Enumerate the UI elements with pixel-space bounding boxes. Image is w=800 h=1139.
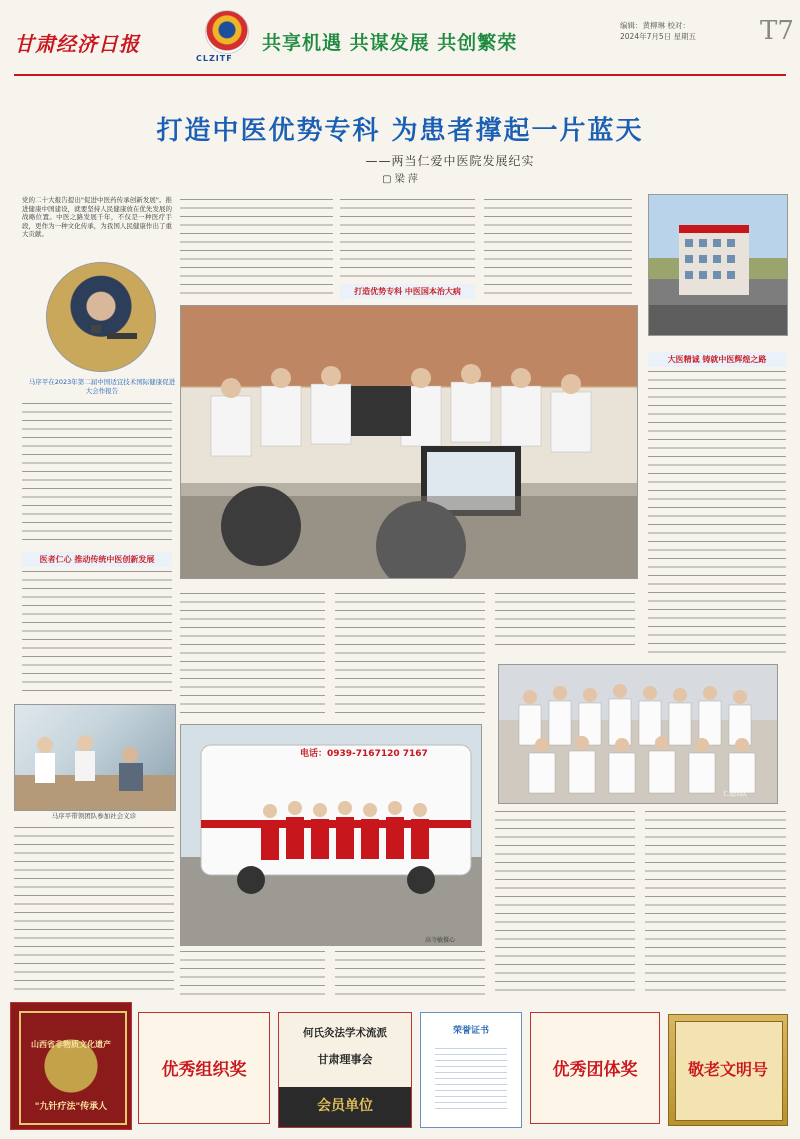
ambulance-photo-caption: 高寺敏摄心 [424, 937, 455, 944]
speaker-figure-icon [47, 263, 155, 371]
award-3-subtitle: 甘肃理事会 [317, 1053, 373, 1066]
award-certificate-team [530, 1012, 660, 1124]
article-subheadline: ——两当仁爱中医院发展纪实 [365, 154, 535, 168]
award-2-title: 优秀组织奖 [161, 1060, 247, 1080]
clzitf-emblem-icon [205, 10, 249, 54]
hospital-building-photo [648, 194, 788, 336]
award-plaque-he-moxibustion [278, 1012, 412, 1128]
section-heading-2: 打造优势专科 中医国本治大病 [340, 284, 475, 299]
fair-slogan: 共享机遇 共谋发展 共创繁荣 [262, 32, 518, 54]
speaker-portrait-photo [46, 262, 156, 372]
body-text-col3-mid [335, 590, 485, 720]
body-text-col4-mid [495, 590, 635, 645]
body-text-col1-a [22, 400, 172, 545]
award-1-title: 山西省非物质文化遗产 [31, 1040, 111, 1049]
article-byline: ▢ 梁 萍 [382, 174, 418, 185]
body-text-col3-top [340, 196, 475, 280]
page-number: T7 [760, 16, 794, 46]
body-text-col4-top [484, 196, 632, 301]
award-6-title: 敬老文明号 [687, 1060, 768, 1079]
award-certificate-organization [138, 1012, 270, 1124]
award-4-title: 荣誉证书 [452, 1026, 489, 1036]
ambulance-phone-text: 电话：0939-7167120 7167 [300, 749, 428, 759]
award-1-subtitle: "九针疗法"传承人 [34, 1102, 108, 1112]
body-text-col1-b [22, 568, 172, 698]
award-plaque-intangible-heritage [10, 1002, 132, 1130]
award-5-title: 优秀团体奖 [552, 1060, 638, 1080]
free-clinic-photo [14, 704, 176, 811]
award-3b-title: 会员单位 [317, 1098, 373, 1114]
award-plaque-elderly-respect [668, 1014, 788, 1126]
edition-info [620, 20, 696, 42]
consultation-room-photo [180, 305, 638, 579]
body-text-col2-mid [180, 590, 325, 720]
body-text-col2-bottom [180, 948, 325, 996]
clzitf-logo-text: CLZITF [196, 54, 233, 63]
body-text-col4-bottom [495, 808, 635, 996]
team-photo-caption: 仁爱团队 [722, 791, 747, 798]
article-headline: 打造中医优势专科 为患者撑起一片蓝天 [156, 116, 644, 146]
newspaper-logo: 甘肃经济日报 [14, 32, 140, 56]
portrait-caption: 马序平在2023年第二届中国适宜技术国际健康促进大会作报告 [28, 378, 176, 395]
team-figures-icon [499, 665, 777, 803]
award-honor-certificate [420, 1012, 522, 1128]
award-3-title: 何氏灸法学术流派 [303, 1027, 387, 1039]
team-group-photo [498, 664, 778, 804]
intro-paragraph: 党的二十大报告提出"促进中医药传承创新发展"。推进健康中国建设，就要坚持人民健康放在优先发展的战略位置。中医之路发展千年，不仅是一种医疗手段，更作为一种文化传承，为我国人民健康作出了重大贡献。 [22, 196, 172, 238]
consultation-scene-icon [181, 306, 637, 578]
masthead-divider [14, 74, 786, 76]
body-text-col2-top [180, 196, 333, 301]
body-text-col5-bottom [645, 808, 786, 996]
clinic-scene-icon [15, 705, 175, 810]
date-line: 2024年7月5日 星期五 [620, 32, 697, 41]
editor-line: 编辑：黄柳琳 校对： [620, 21, 690, 30]
section-heading-3: 大医精诚 铸就中医辉煌之路 [648, 352, 786, 367]
clinic-photo-caption: 马序平带领团队参加社会义诊 [51, 812, 137, 820]
body-text-col5-mid [648, 368, 786, 658]
building-icon [649, 195, 787, 335]
section-heading-1: 医者仁心 推动传统中医创新发展 [22, 552, 172, 567]
body-text-col3-bottom [335, 948, 485, 996]
certificate-text-lines [435, 1043, 507, 1113]
body-text-col1-c [14, 824, 174, 996]
